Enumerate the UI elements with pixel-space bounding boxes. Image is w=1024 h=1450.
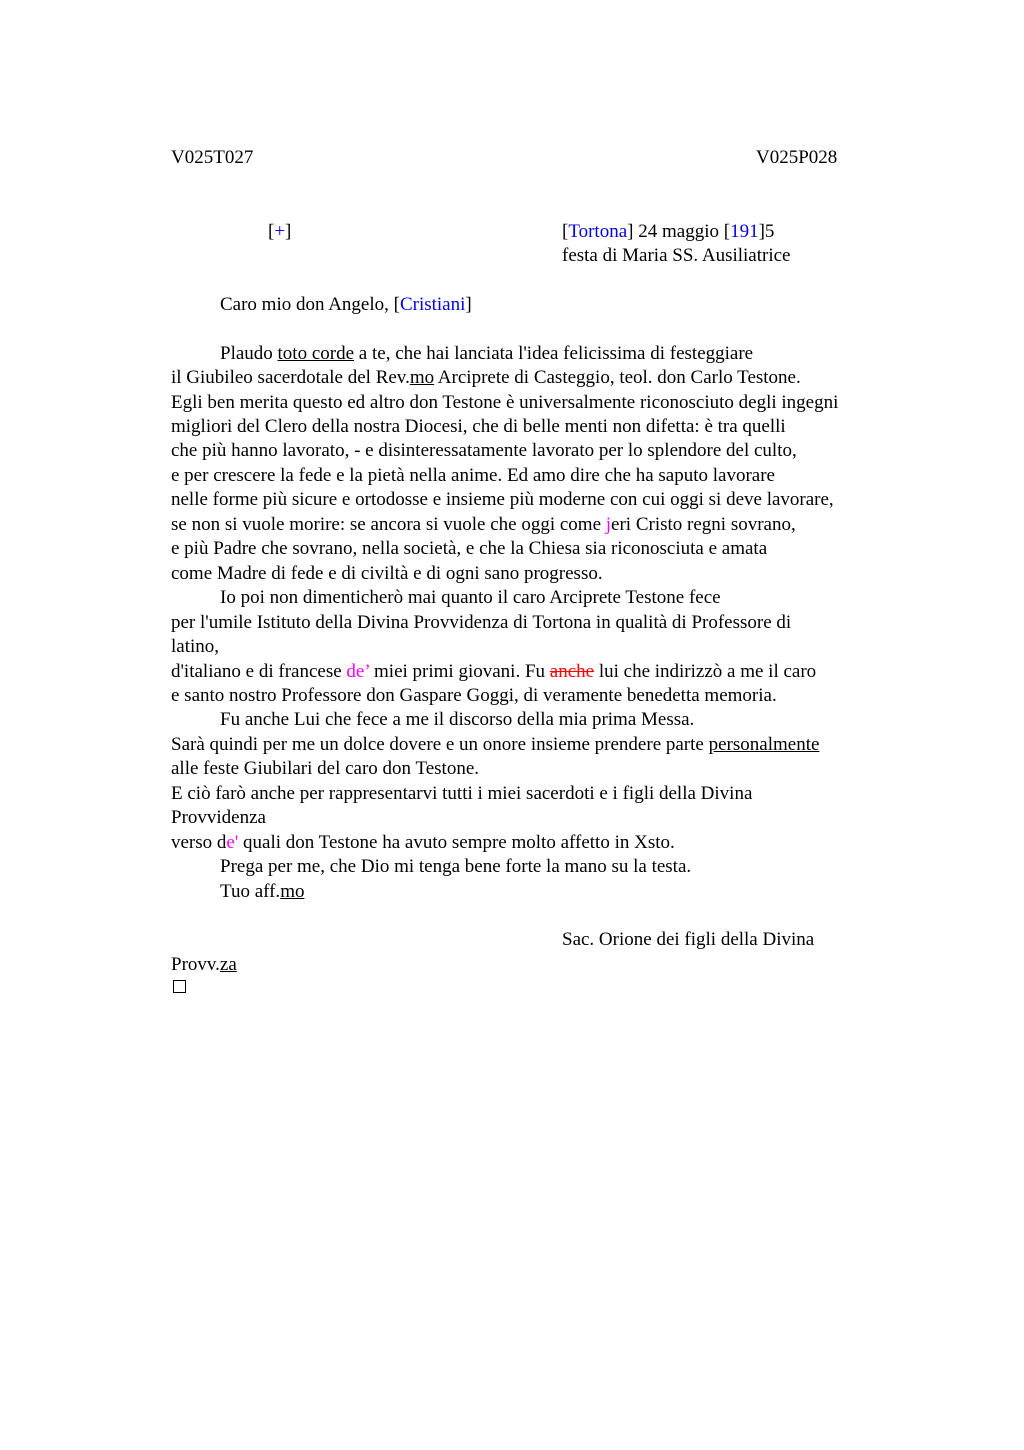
- body-line: Io poi non dimenticherò mai quanto il caro Arciprete Testone fece: [220, 587, 721, 608]
- body-line: [220, 342, 753, 366]
- square-mark-icon: [173, 980, 186, 993]
- text-run: Arciprete di Casteggio, teol. don Carlo Testone.: [434, 367, 801, 388]
- body-line: [171, 366, 801, 390]
- text-run: verso d: [171, 832, 227, 853]
- underlined-abbreviation: mo: [409, 367, 435, 388]
- body-line: e più Padre che sovrano, nella società, e che la Chiesa sia riconosciuta e amata: [171, 538, 768, 559]
- text-run: Tuo aff.: [220, 881, 281, 902]
- text-run: se non si vuole morire: se ancora si vuole che oggi come: [171, 514, 606, 535]
- document-code-left: V025T027: [171, 147, 254, 168]
- body-line: come Madre di fede e di civiltà e di ogni sano progresso.: [171, 563, 603, 584]
- feast-line: festa di Maria SS. Ausiliatrice: [562, 245, 791, 266]
- signature-line: Sac. Orione dei figli della Divina: [562, 929, 815, 950]
- body-line: Provvidenza: [171, 807, 266, 828]
- body-line: [171, 660, 816, 684]
- text-run: lui che indirizzò a me il caro: [594, 661, 817, 682]
- body-line: [171, 831, 675, 855]
- body-line: alle feste Giubilari del caro don Testone.: [171, 758, 480, 779]
- body-line: nelle forme più sicure e ortodosse e insieme più moderne con cui oggi si deve lavorare,: [171, 489, 834, 510]
- body-line: [171, 733, 819, 757]
- dateline-place-date: [562, 220, 774, 244]
- text-run: Plaudo: [220, 343, 278, 364]
- underlined-abbreviation: za: [219, 954, 237, 975]
- text-run: miei primi giovani. Fu: [369, 661, 550, 682]
- correction-mark: de’: [346, 661, 370, 682]
- body-line: latino,: [171, 636, 220, 657]
- correction-mark: e': [226, 832, 239, 853]
- signature-line: [171, 953, 237, 977]
- salutation-text: Caro mio don Angelo, [: [220, 294, 400, 315]
- deleted-word: anche: [549, 661, 595, 682]
- text-run: Sarà quindi per me un dolce dovere e un onore insieme prendere parte: [171, 734, 709, 755]
- body-line: E ciò farò anche per rappresentarvi tutti i miei sacerdoti e i figli della Divina: [171, 783, 753, 804]
- text-run: il Giubileo sacerdotale del Rev.: [171, 367, 410, 388]
- body-line: che più hanno lavorato, - e disinteressatamente lavorato per lo splendore del culto,: [171, 440, 797, 461]
- cross-symbol: +: [274, 221, 286, 242]
- text-run: quali don Testone ha avuto sempre molto affetto in Xsto.: [238, 832, 675, 853]
- text-run: d'italiano e di francese: [171, 661, 347, 682]
- body-line: Egli ben merita questo ed altro don Testone è universalmente riconosciuto degli ingegni: [171, 392, 839, 413]
- text-run: a te, che hai lanciata l'idea felicissima di festeggiare: [354, 343, 754, 364]
- body-line: Prega per me, che Dio mi tenga bene forte la mano su la testa.: [220, 856, 692, 877]
- body-line: Fu anche Lui che fece a me il discorso della mia prima Messa.: [220, 709, 695, 730]
- text-run: eri Cristo regni sovrano,: [611, 514, 796, 535]
- body-line: [171, 513, 796, 537]
- date-text: ] 24 maggio [: [627, 221, 731, 242]
- underlined-abbreviation: mo: [280, 881, 305, 902]
- bracket: ]: [465, 294, 472, 315]
- salutation: [220, 293, 472, 317]
- bracket: [: [268, 221, 275, 242]
- cross-mark: [268, 220, 291, 244]
- body-line: e santo nostro Professore don Gaspare Goggi, di veramente benedetta memoria.: [171, 685, 777, 706]
- bracket: ]: [285, 221, 292, 242]
- body-line: migliori del Clero della nostra Diocesi, che di belle menti non difetta: è tra quelli: [171, 416, 786, 437]
- underlined-phrase: toto corde: [277, 343, 355, 364]
- closing: [220, 880, 304, 904]
- bracket: [: [562, 221, 569, 242]
- year-editorial: 191: [730, 221, 759, 242]
- underlined-word: personalmente: [708, 734, 820, 755]
- salutation-surname: Cristiani: [399, 294, 466, 315]
- place-name: Tortona: [568, 221, 628, 242]
- body-line: per l'umile Istituto della Divina Provvidenza di Tortona in qualità di Professore di: [171, 612, 792, 633]
- text-run: Provv.: [171, 954, 220, 975]
- document-code-right: V025P028: [756, 147, 838, 168]
- body-line: e per crescere la fede e la pietà nella anime. Ed amo dire che ha saputo lavorare: [171, 465, 775, 486]
- year-suffix: ]5: [758, 221, 775, 242]
- correction-mark: j: [605, 514, 612, 535]
